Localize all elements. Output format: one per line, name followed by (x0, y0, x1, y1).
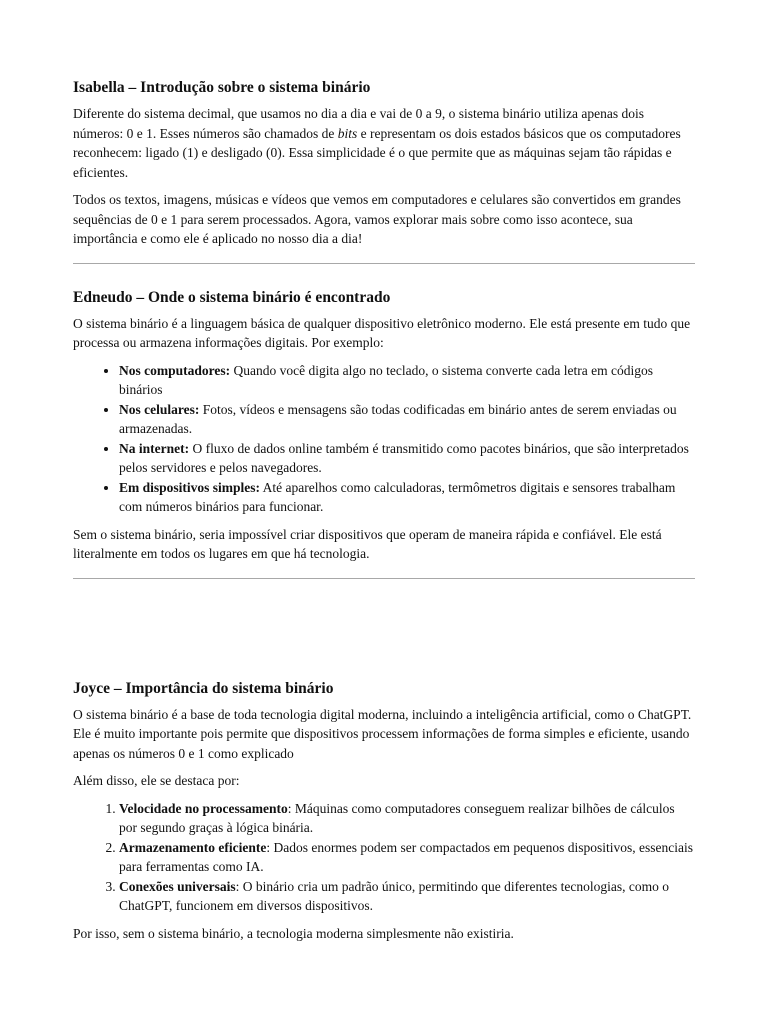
section-title-edneudo: Edneudo – Onde o sistema binário é encontrado (73, 288, 391, 306)
blank-space (73, 603, 695, 679)
section-joyce (73, 679, 695, 944)
section-title-joyce: Joyce – Importância do sistema binário (73, 679, 334, 697)
joyce-paragraph-1: O sistema binário é a base de toda tecnologia digital moderna, incluindo a inteligência artificial, como o ChatGPT. Ele é muito importante pois permite que dispositivos processem informações de forma simples e eficiente, usando apenas os números 0 e 1 como explicado (73, 706, 692, 761)
section-divider (73, 578, 695, 579)
joyce-closing: Por isso, sem o sistema binário, a tecnologia moderna simplesmente não existiria. (73, 925, 514, 941)
list-item-label: Velocidade no processamento (119, 800, 288, 816)
list-item (119, 361, 695, 400)
isabella-paragraph-1 (73, 104, 695, 182)
list-item (119, 799, 695, 838)
list-item-text: Quando você digita algo no teclado, o sistema converte cada letra em códigos binários (119, 362, 653, 397)
isabella-p1-start: Diferente do sistema decimal, que usamos no dia a dia e vai de 0 a 9, o sistema binário utiliza apenas dois números: 0 e 1. Esses números são chamados de (73, 106, 644, 141)
list-item-text: Fotos, vídeos e mensagens são todas codificadas em binário antes de serem enviadas ou armazenadas. (119, 401, 677, 436)
list-item-label: Conexões universais (119, 878, 236, 894)
isabella-paragraph-2: Todos os textos, imagens, músicas e vídeos que vemos em computadores e celulares são convertidos em grandes sequências de 0 e 1 para serem processados. Agora, vamos explorar mais sobre como isso acontece, sua importância e como ele é aplicado no nosso dia a dia! (73, 192, 681, 246)
section-edneudo (73, 288, 695, 564)
joyce-numbered-list (73, 799, 695, 916)
list-item-label: Em dispositivos simples: (119, 479, 261, 495)
list-item-text: : O binário cria um padrão único, permitindo que diferentes tecnologias, como o ChatGPT, funcionem em diversos dispositivos. (119, 878, 670, 913)
list-item (119, 478, 695, 517)
list-item-label: Na internet: (119, 440, 190, 456)
list-item (119, 439, 695, 478)
list-item-text: Até aparelhos como calculadoras, termômetros digitais e sensores trabalham com números binários para funcionar. (119, 479, 676, 514)
list-item-label: Nos celulares: (119, 401, 200, 417)
edneudo-bullet-list (73, 361, 695, 517)
section-divider (73, 263, 695, 264)
isabella-p1-end: e representam os dois estados básicos que os computadores reconhecem: ligado (1) e desligado (0). Essa simplicidade é o que permite que as máquinas sejam tão rápidas e eficientes. (73, 125, 681, 180)
section-title-isabella: Isabella – Introdução sobre o sistema binário (73, 79, 371, 96)
list-item (119, 400, 695, 439)
edneudo-closing: Sem o sistema binário, seria impossível criar dispositivos que operam de maneira rápida e confiável. Ele está literalmente em todos os lugares em que há tecnologia. (73, 526, 662, 561)
list-item-label: Nos computadores: (119, 362, 231, 378)
section-isabella (73, 78, 695, 249)
list-item-text: : Máquinas como computadores conseguem realizar bilhões de cálculos por segundo graças à lógica binária. (119, 800, 675, 835)
list-item-text: O fluxo de dados online também é transmitido como pacotes binários, que são interpretados pelos servidores e pelos navegadores. (119, 440, 689, 475)
isabella-p1-italic: bits (337, 125, 358, 141)
joyce-paragraph-2: Além disso, ele se destaca por: (73, 773, 240, 788)
list-item (119, 838, 695, 877)
list-item-text: : Dados enormes podem ser compactados em pequenos dispositivos, essenciais para ferramentas como IA. (119, 839, 693, 874)
edneudo-intro: O sistema binário é a linguagem básica de qualquer dispositivo eletrônico moderno. Ele está presente em tudo que processa ou armazena informações digitais. Por exemplo: (73, 315, 691, 350)
list-item-label: Armazenamento eficiente (119, 839, 267, 855)
list-item (119, 877, 695, 916)
